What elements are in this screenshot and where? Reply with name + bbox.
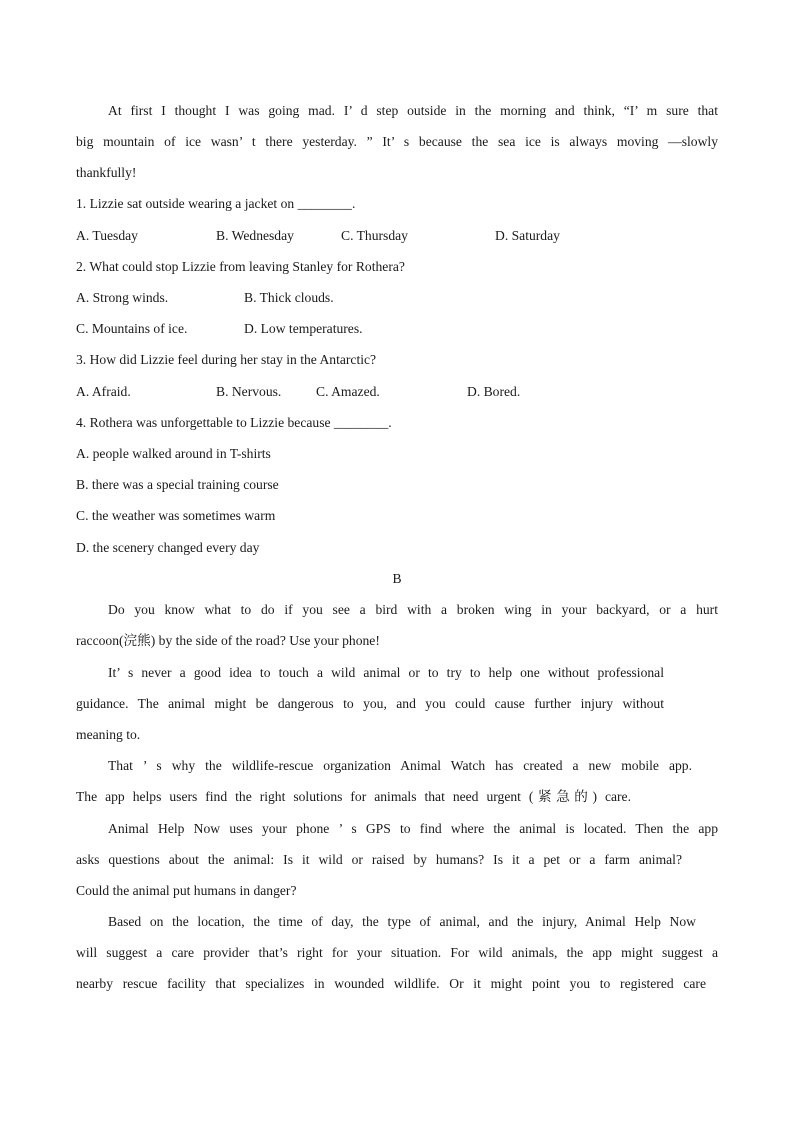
passage-b-line: Animal Help Now uses your phone ’ s GPS to find where the animal is located. Then the app — [108, 821, 718, 836]
passage-b-line: Could the animal put humans in danger? — [76, 883, 297, 898]
passage-b-line: raccoon(浣熊) by the side of the road? Use your phone! — [76, 633, 380, 648]
option-d: D. Low temperatures. — [244, 321, 363, 336]
passage-b-line: That ’ s why the wildlife-rescue organization Animal Watch has created a new mobile app. — [108, 758, 692, 773]
option-a: A. Tuesday — [76, 228, 138, 243]
option-a: A. Strong winds. — [76, 290, 169, 305]
passage-b-line: Do you know what to do if you see a bird with a broken wing in your backyard, or a hurt — [108, 602, 718, 617]
section-heading: B — [392, 571, 402, 586]
passage-a-line: big mountain of ice wasn’ t there yesterday. ” It’ s because the sea ice is always moving —slowly — [76, 134, 718, 149]
question-stem: 3. How did Lizzie feel during her stay in the Antarctic? — [76, 352, 377, 367]
option-d: D. the scenery changed every day — [76, 540, 260, 555]
question-stem: 1. Lizzie sat outside wearing a jacket on ________. — [76, 196, 356, 211]
option-c: C. Amazed. — [316, 384, 380, 399]
option-d: D. Saturday — [495, 228, 560, 243]
question-stem: 4. Rothera was unforgettable to Lizzie because ________. — [76, 415, 392, 430]
option-c: C. Mountains of ice. — [76, 321, 188, 336]
passage-b-line: asks questions about the animal: Is it wild or raised by humans? Is it a pet or a farm animal? — [76, 852, 682, 867]
passage-b-line: guidance. The animal might be dangerous to you, and you could cause further injury without — [76, 696, 664, 711]
passage-b-line: will suggest a care provider that’s right for your situation. For wild animals, the app might suggest a — [76, 945, 718, 960]
option-a: A. people walked around in T-shirts — [76, 446, 271, 461]
option-b: B. there was a special training course — [76, 477, 279, 492]
question-stem: 2. What could stop Lizzie from leaving Stanley for Rothera? — [76, 259, 405, 274]
option-c: C. the weather was sometimes warm — [76, 508, 276, 523]
passage-b-line: The app helps users find the right solutions for animals that need urgent (紧急的) care. — [76, 789, 631, 804]
option-a: A. Afraid. — [76, 384, 131, 399]
option-d: D. Bored. — [467, 384, 521, 399]
option-b: B. Wednesday — [216, 228, 294, 243]
option-b: B. Nervous. — [216, 384, 282, 399]
option-c: C. Thursday — [341, 228, 408, 243]
passage-a-line: thankfully! — [76, 165, 137, 180]
passage-a-line: At first I thought I was going mad. I’ d step outside in the morning and think, “I’ m sure that — [108, 103, 718, 118]
passage-b-line: Based on the location, the time of day, the type of animal, and the injury, Animal Help Now — [108, 914, 696, 929]
passage-b-line: It’ s never a good idea to touch a wild animal or to try to help one without professional — [108, 665, 664, 680]
option-b: B. Thick clouds. — [244, 290, 334, 305]
passage-b-line: meaning to. — [76, 727, 141, 742]
passage-b-line: nearby rescue facility that specializes in wounded wildlife. Or it might point you to registered care — [76, 976, 706, 991]
